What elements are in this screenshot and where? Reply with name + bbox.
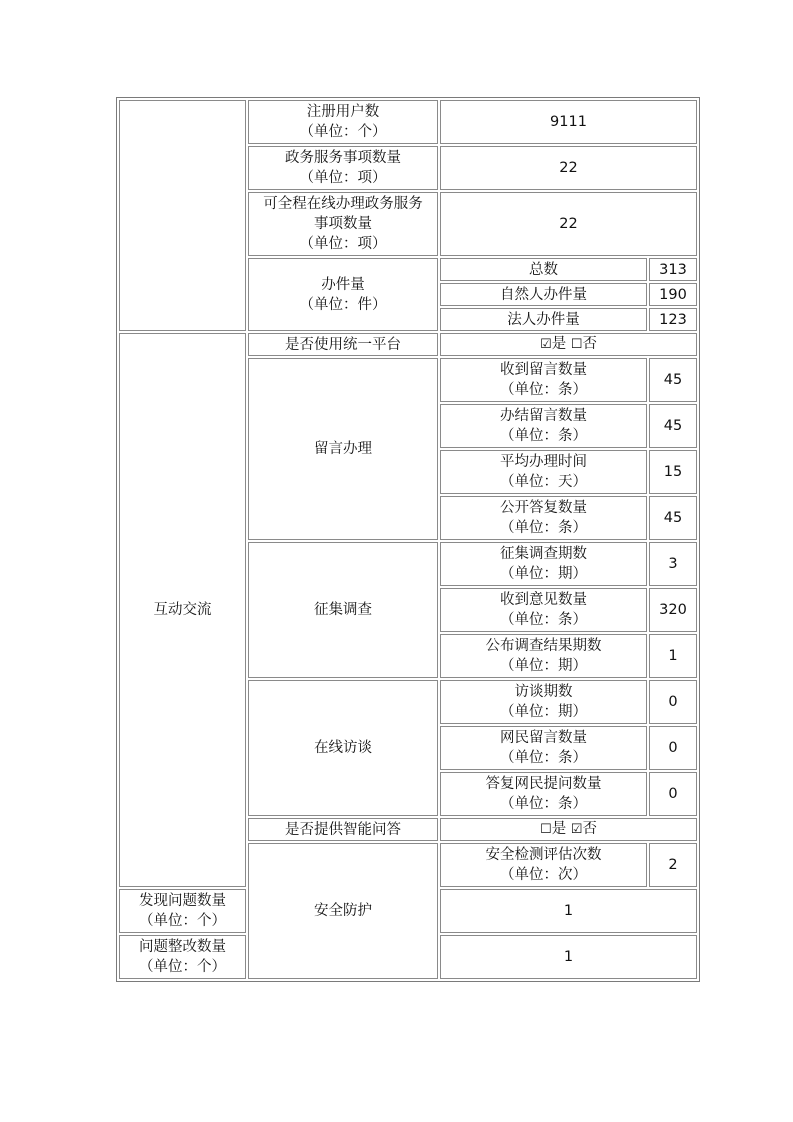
checked-box-icon: ☑ <box>540 337 552 352</box>
label-survey: 征集调查 <box>248 542 438 678</box>
value-issues-fixed: 1 <box>440 935 697 979</box>
value-online-items: 22 <box>440 192 697 256</box>
value-interview-periods: 0 <box>649 680 697 724</box>
value-case-natural: 190 <box>649 283 697 306</box>
unchecked-box-icon: ☐ <box>540 822 552 837</box>
label-registered-users: 注册用户数 （单位：个） <box>248 100 438 144</box>
value-msg-closed: 45 <box>649 404 697 448</box>
label-msg-closed: 办结留言数量 （单位：条） <box>440 404 647 448</box>
category-security: 安全防护 <box>248 843 438 979</box>
value-survey-results: 1 <box>649 634 697 678</box>
value-msg-avg-time: 15 <box>649 450 697 494</box>
label-messages: 留言办理 <box>248 358 438 540</box>
value-service-items: 22 <box>440 146 697 190</box>
label-issues-found: 发现问题数量 （单位：个） <box>119 889 246 933</box>
unchecked-box-icon: ☐ <box>570 337 583 352</box>
label-survey-opinions: 收到意见数量 （单位：条） <box>440 588 647 632</box>
category-cell-empty <box>119 100 246 331</box>
table-row <box>119 100 697 144</box>
label-interview-periods: 访谈期数 （单位：期） <box>440 680 647 724</box>
label-online-items: 可全程在线办理政务服务 事项数量 （单位：项） <box>248 192 438 256</box>
value-security-checks: 2 <box>649 843 697 887</box>
value-case-legal: 123 <box>649 308 697 331</box>
label-interview-messages: 网民留言数量 （单位：条） <box>440 726 647 770</box>
label-case-volume: 办件量 （单位：件） <box>248 258 438 331</box>
value-unified-platform: ☑是 ☐否 <box>440 333 697 356</box>
value-msg-received: 45 <box>649 358 697 402</box>
label-smart-qa: 是否提供智能问答 <box>248 818 438 841</box>
label-unified-platform: 是否使用统一平台 <box>248 333 438 356</box>
label-msg-avg-time: 平均办理时间 （单位：天） <box>440 450 647 494</box>
label-issues-fixed: 问题整改数量 （单位：个） <box>119 935 246 979</box>
label-msg-public-replies: 公开答复数量 （单位：条） <box>440 496 647 540</box>
value-survey-opinions: 320 <box>649 588 697 632</box>
checked-box-icon: ☑ <box>570 822 583 837</box>
value-survey-periods: 3 <box>649 542 697 586</box>
label-case-natural: 自然人办件量 <box>440 283 647 306</box>
label-case-total: 总数 <box>440 258 647 281</box>
label-msg-received: 收到留言数量 （单位：条） <box>440 358 647 402</box>
category-interaction: 互动交流 <box>119 333 246 887</box>
value-registered-users: 9111 <box>440 100 697 144</box>
label-interview: 在线访谈 <box>248 680 438 816</box>
value-interview-messages: 0 <box>649 726 697 770</box>
table-row <box>119 333 697 356</box>
label-survey-periods: 征集调查期数 （单位：期） <box>440 542 647 586</box>
value-msg-public-replies: 45 <box>649 496 697 540</box>
value-interview-replies: 0 <box>649 772 697 816</box>
value-issues-found: 1 <box>440 889 697 933</box>
label-service-items: 政务服务事项数量 （单位：项） <box>248 146 438 190</box>
label-survey-results: 公布调查结果期数 （单位：期） <box>440 634 647 678</box>
value-case-total: 313 <box>649 258 697 281</box>
label-case-legal: 法人办件量 <box>440 308 647 331</box>
label-security-checks: 安全检测评估次数 （单位：次） <box>440 843 647 887</box>
statistics-table <box>116 97 700 982</box>
label-interview-replies: 答复网民提问数量 （单位：条） <box>440 772 647 816</box>
value-smart-qa: ☐是 ☑否 <box>440 818 697 841</box>
